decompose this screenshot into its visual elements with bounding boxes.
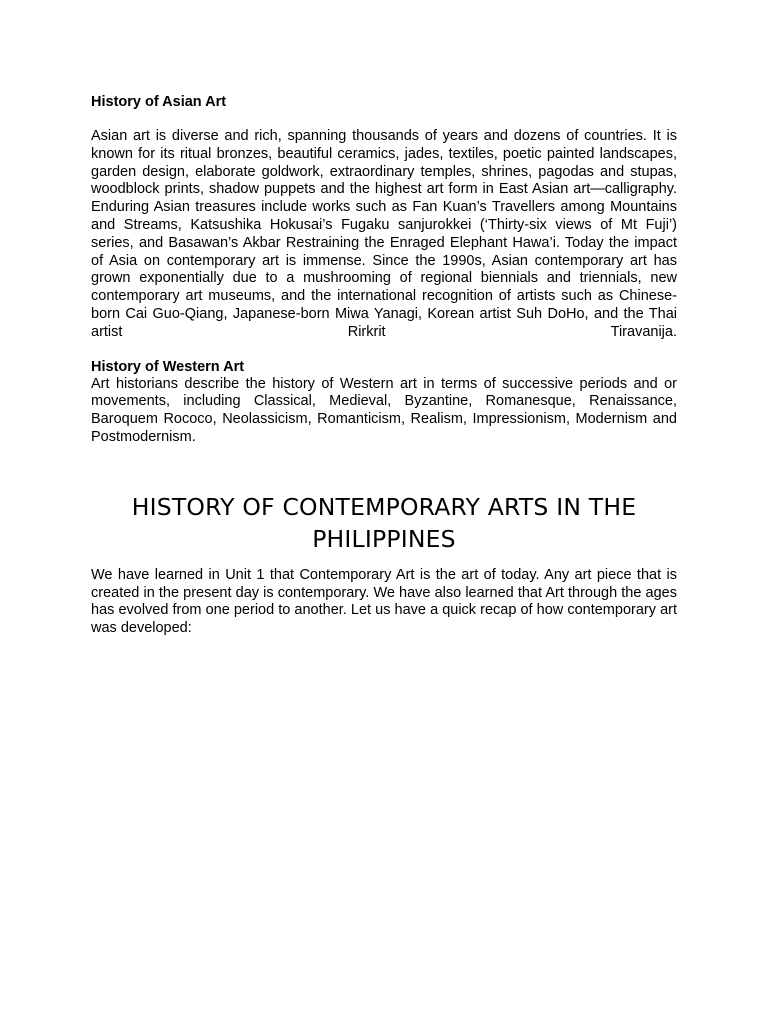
document-page <box>91 93 677 638</box>
asian-art-heading: History of Asian Art <box>91 94 227 110</box>
western-art-paragraph: Art historians describe the history of Western art in terms of successive periods and or movements, including Classical, Medieval, Byzantine, Romanesque, Renaissance, Baroquem Rococo, Neolassicism, Romanticism, Realism, Impressionism, Modernism and Postmodernism. <box>91 375 677 445</box>
asian-art-paragraph: Asian art is diverse and rich, spanning thousands of years and dozens of countries. It is known for its ritual bronzes, beautiful ceramics, jades, textiles, poetic painted landscapes, garden design, elaborate goldwork, extraordinary temples, shrines, pagodas and stupas, woodblock prints, shadow puppets and the highest art form in East Asian art—calligraphy. Enduring Asian treasures include works such as Fan Kuan’s Travellers among Mountains and Streams, Katsushika Hokusai’s Fugaku sanjurokkei (‘Thirty-six views of Mt Fuji’) series, and Basawan’s Akbar Restraining the Enraged Elephant Hawa’i. Today the impact of Asia on contemporary art is immense. Since the 1990s, Asian contemporary art has grown exponentially due to a mushrooming of regional biennials and triennials, new contemporary art museums, and the international recognition of artists such as Chinese-born Cai Guo-Qiang, Japanese-born Miwa Yanagi, Korean artist Suh DoHo, and the Thai artist Rirkrit Tiravanija. <box>91 128 677 340</box>
philippines-intro-paragraph: We have learned in Unit 1 that Contemporary Art is the art of today. Any art piece that is created in the present day is contemporary. We have also learned that Art through the ages has evolved from one period to another. Let us have a quick recap of how contemporary art was developed: <box>91 566 677 637</box>
western-art-heading: History of Western Art <box>91 358 245 375</box>
philippines-section-title: HISTORY OF CONTEMPORARY ARTS IN THE PHILIPPINES <box>131 492 637 553</box>
